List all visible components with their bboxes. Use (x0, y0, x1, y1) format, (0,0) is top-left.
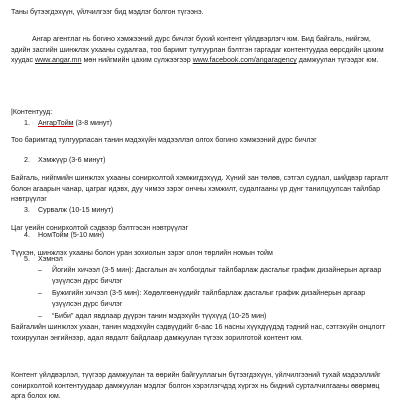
item-3-desc: Цаг үеийн сонирхолтой сэдвээр бэлтгэсэн нэвтрүүлэг (11, 224, 189, 233)
website-link[interactable]: www.angar.mn (35, 56, 82, 64)
list-item-4: 4. НомТойм (5-10 мин) (24, 231, 105, 239)
item-4-desc: Түүхэн, шинжлэх ухааны болон уран зохиолын зэрэг олон төрлийн номын тойм (11, 249, 273, 258)
about-paragraph (11, 34, 391, 66)
dash-bullet-icon: – (38, 312, 42, 320)
item-1-desc: Тоо баримтад тулгуурласан танин мэдэхүйн мэдээллэл олгох богино хэмжээний дүрс бичлэг (11, 136, 317, 145)
list-item-2: 2. Хэмжүүр (3-6 минут) (24, 156, 106, 164)
item-1-title[interactable]: АнгарТойм (38, 119, 74, 127)
facebook-link[interactable]: www.facebook.com/angaragency (192, 56, 297, 64)
intro-line: Таны бүтээгдэхүүн, үйлчилгээг бид мэдлэг болгон түгээнэ. (11, 8, 204, 16)
item-2-desc: Байгаль, нийгмийн шинжлэх ухааны сонирхолтой хэмжигдэхүүд. Хүний зан төлөв, сэтгэл судлал, шийдвэр гаргалт болон агаарын чанар, цаграг идэвх, дуу чимээ зэрэг ончны хэмжилт, судалгааны үр дүнг танилцуулсан тайлбар нэвтрүүлэг (11, 174, 389, 204)
about-text-b: мөн нийгмийн цахим сүлжээгээр (81, 56, 193, 64)
dash-bullet-icon: – (38, 289, 42, 297)
about-text-a: Ангар агентлаг нь богино хэмжээний дүрс бичлэг бүхий контент үйлдвэрлэгч юм. Бид байгаль, нийгэм, эдийн засгийн шинжлэх ухааны судалгаа, тоо баримт тулгуурлан бэлтгэн гаргадаг контентуудаа өөрсдийн цахим хуудас (11, 35, 384, 64)
sub-item-bibi: – “Биби” адал явдлаар дүүрэн танин мэдэхүйн түүхүүд (10-25 мин) (38, 312, 267, 320)
dash-bullet-icon: – (38, 266, 42, 274)
closing-paragraph: Контент үйлдвэрлэл, түүгээр дамжуулан та өөрийн байгууллагын бүтээгдэхүүн, үйлчилгээний тухай мэдээллийг сонирхолтой контентуудаар дамжуулан мэдлэг болгон хэрэглэгчдэд хүргэх нь бидний сурталчилгааны өвөрмөц арга болох юм. (11, 371, 381, 400)
sub-item-yoga: – Йогийн хичээл (3-5 мин): Дасгалын ач холбогдлыг тайлбарлаж дасгалыг график дизайнерын аргаар үзүүлсэн дүрс бичлэг (38, 266, 382, 285)
kids-paragraph: Байгалийн шинжлэх ухаан, танин мэдэхүйн сэдвүүдийг 6-аас 16 насны хүүхдүүдэд тэдний нас, сэтгэхүйн онцлогт тохируулан энгийнээр, адал явдалт байдлаар дамжуулан түгээх зорилготой контент юм. (11, 323, 386, 342)
list-item-3: 3. Сурвалж (10-15 минут) (24, 206, 114, 214)
sub-item-dance: – Бужигийн хичээл (3-5 мин): Хөдөлгөөнүүдийг тайлбарлаж дасгалыг график дизайнерын аргаар үзүүлсэн дүрс бичлэг (38, 289, 366, 308)
about-text-c: дамжуулан түгээдэг юм. (296, 56, 379, 64)
contents-heading: |Контентууд: (11, 108, 53, 116)
text-cursor-icon: | (11, 108, 13, 116)
list-item-5: 5. Хэмнэл (24, 255, 63, 263)
list-item-1: 1. АнгарТойм (3-8 минут) (24, 119, 113, 127)
